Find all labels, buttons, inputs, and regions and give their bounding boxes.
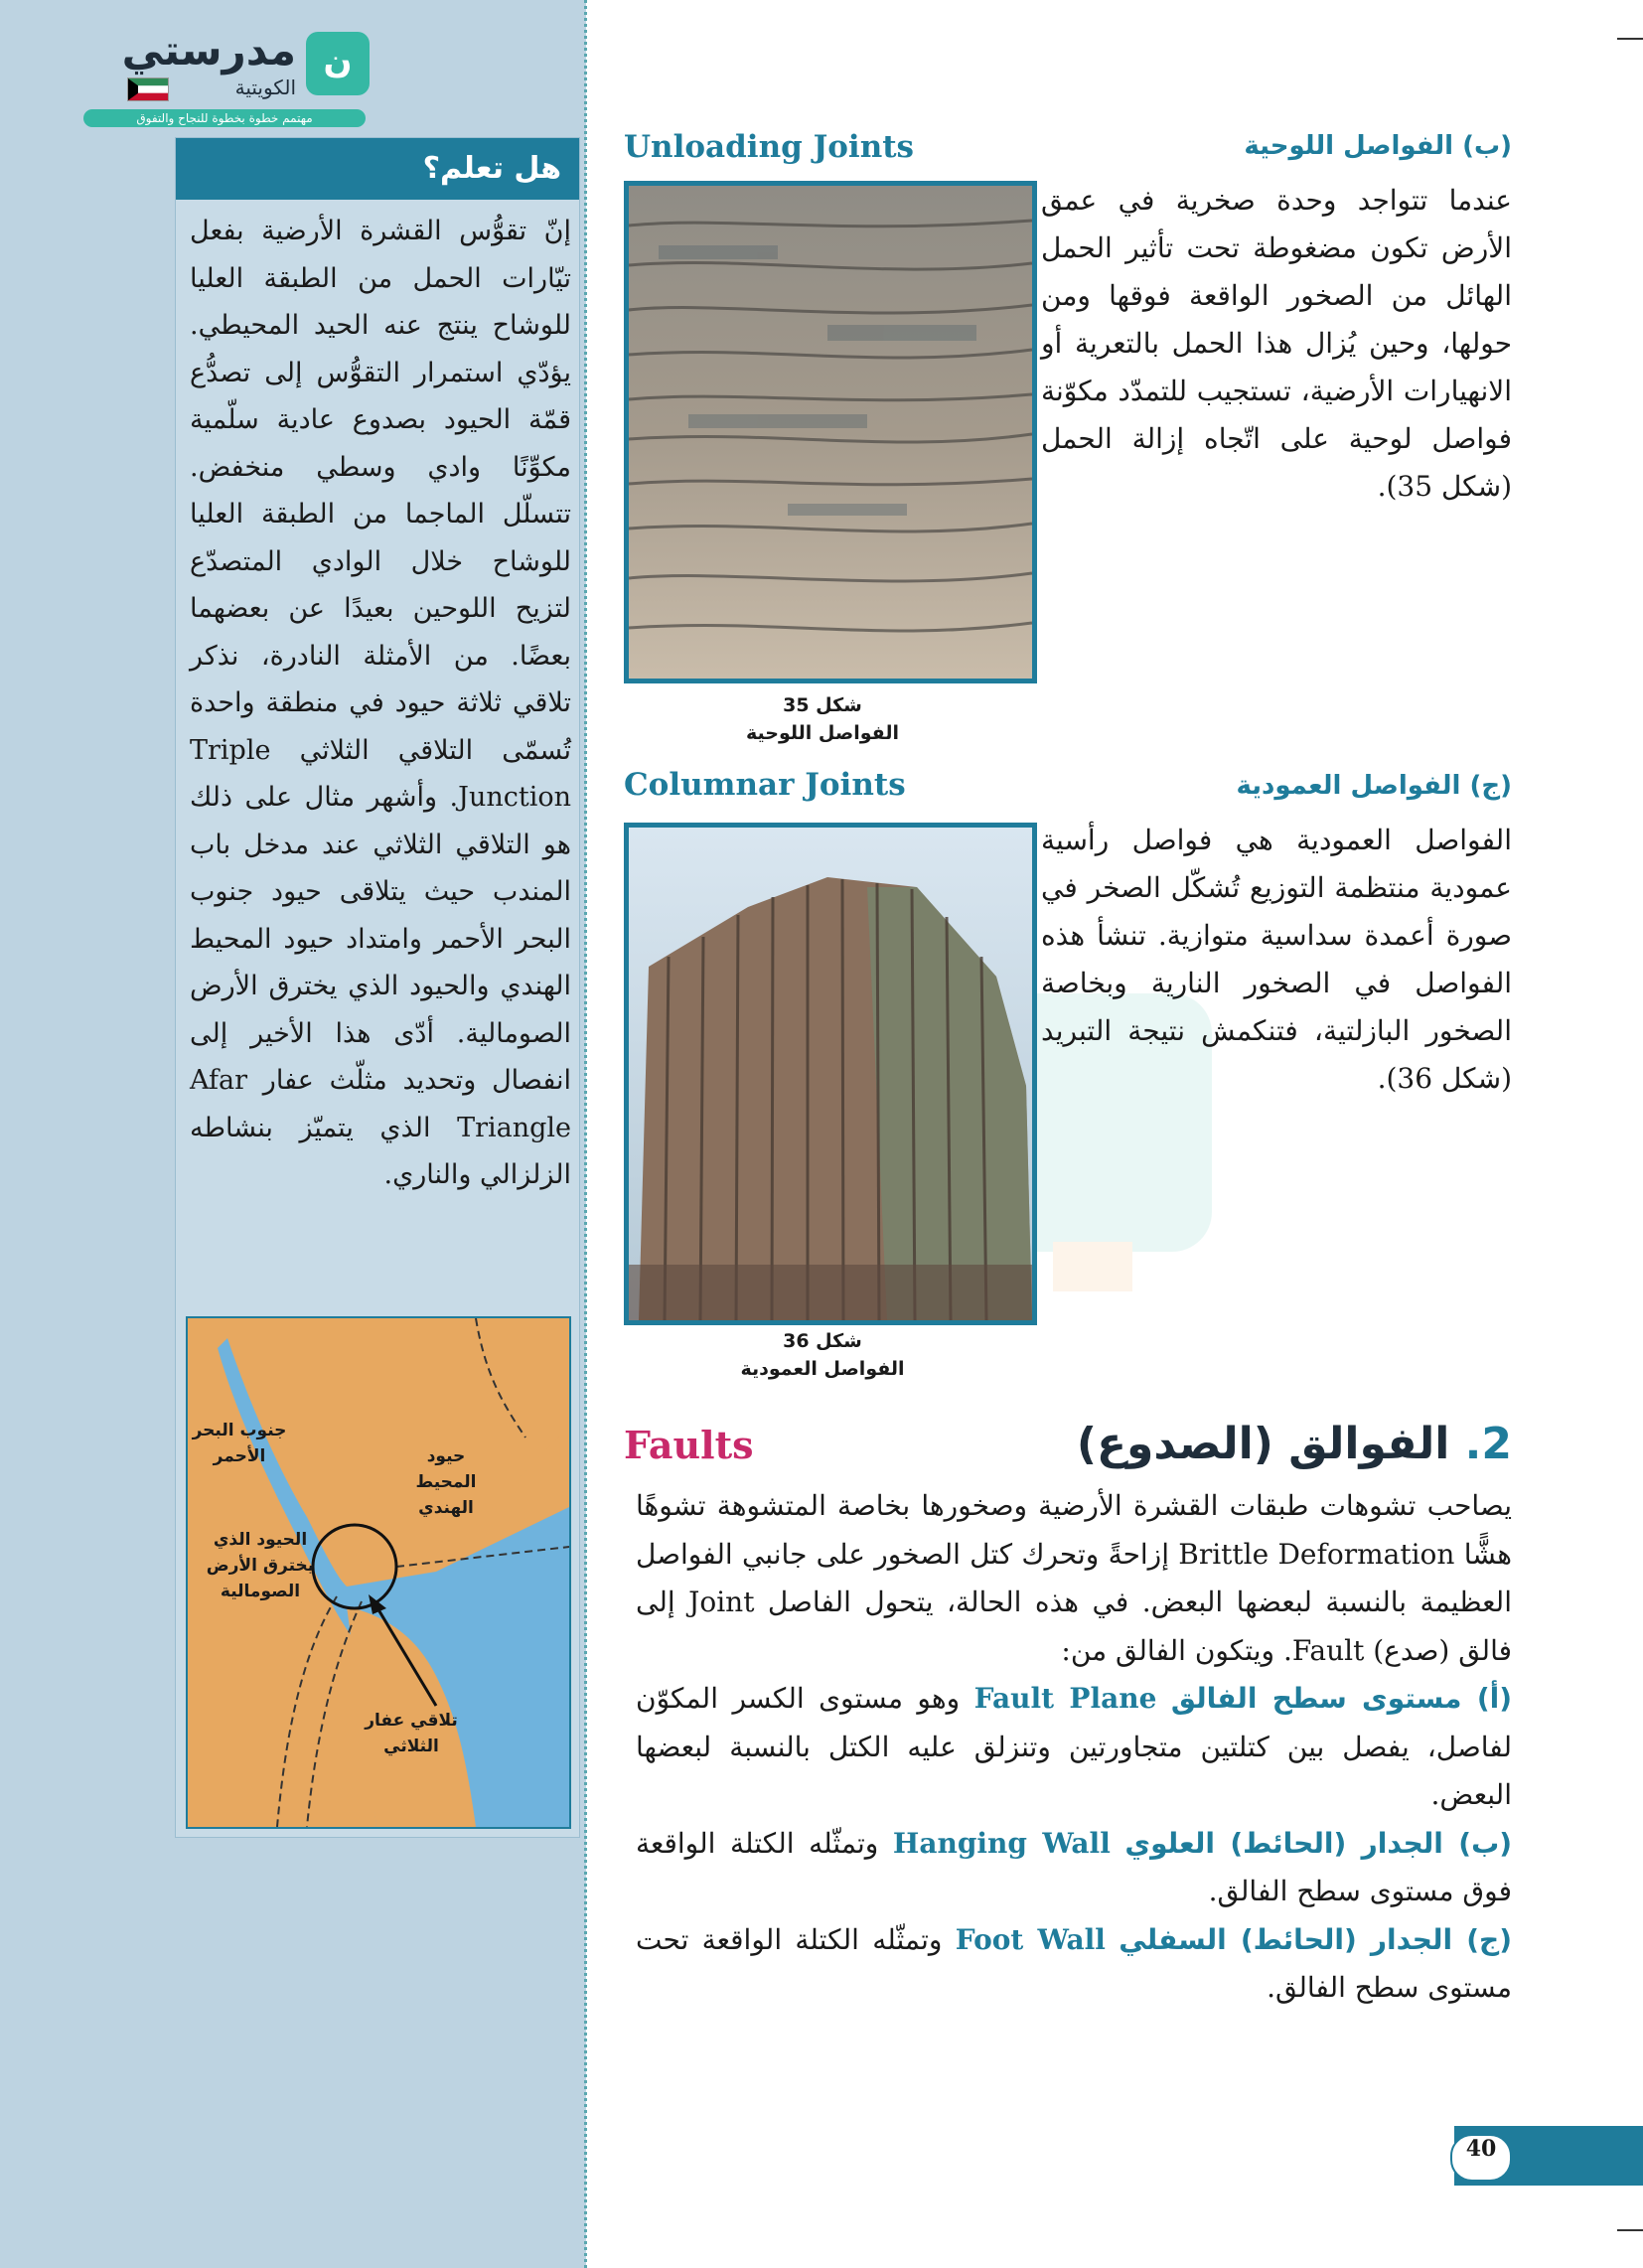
faults-number: 2. [1464,1419,1512,1469]
afar-map [186,1316,571,1829]
figure-36-title: الفواصل العمودية [740,1358,905,1380]
faults-title-ar [1077,1419,1512,1469]
fault-plane-text: وهو مستوى الكسر المكوّن لفاصل، يفصل بين كتلتين متجاورتين وتنزلق عليه الكتل بالنسبة لبعضها البعض. [636,1682,1512,1811]
faults-intro: يصاحب تشوهات طبقات القشرة الأرضية وصخورها بخاصة المتشوهة تشوهًا هشًّا Brittle Deformation إزاحةً وتحرك كتل الصخور على جانبي الفواصل العظيمة بالنسبة لبعضها البعض. في هذه الحالة، يتحول الفاصل Joint إلى فالق (صدع) Fault. ويتكون الفالق من: [636,1489,1512,1667]
figure-35-number: شكل 35 [783,694,862,716]
foot-wall-label: (ج) الجدار (الحائط) السفلي [1119,1922,1513,1956]
fault-plane-label: (أ) مستوى سطح الفالق [1170,1682,1513,1715]
columnar-text: الفواصل العمودية هي فواصل رأسية عمودية منتظمة التوزيع تُشكّل الصخر في صورة أعمدة سداسية متوازية. تنشأ هذه الفواصل في الصخور النارية وبخاصة الصخور البازلتية، فتنكمش نتيجة التبريد (شكل 36). [1041,824,1512,1095]
crop-mark [1617,38,1643,40]
map-label-indian-ridge: حيود المحيط الهندي [415,1446,477,1518]
unloading-heading-ar: (ب) الفواصل اللوحية [1244,131,1512,161]
faults-title-en: Faults [624,1423,754,1467]
brand-name: مدرستي [121,26,296,75]
kuwait-flag-icon [127,77,169,101]
page-number: 40 [1450,2134,1512,2182]
hanging-wall-label: (ب) الجدار (الحائط) العلوي [1124,1826,1512,1860]
did-you-know-title: هل تعلم؟ [176,138,579,200]
figure-36-caption [723,1327,922,1383]
hanging-wall-en: Hanging Wall [892,1826,1111,1860]
did-you-know-text: إنّ تقوُّس القشرة الأرضية بفعل تيّارات الحمل من الطبقة العليا للوشاح ينتج عنه الحيد المحيطي. يؤدّي استمرار التقوُّس إلى تصدُّع قمّة الحيود بصدوع عادية سلّمية مكوِّنًا وادي وسطي منخفض. تتسلّل الماجما من الطبقة العليا للوشاح خلال الوادي المتصدّع لتزيح اللوحين بعيدًا عن بعضهما بعضًا. من الأمثلة النادرة، نذكر تلاقي ثلاثة حيود في منطقة واحدة تُسمّى التلاقي الثلاثي Triple Junction. وأشهر مثال على ذلك هو التلاقي الثلاثي عند مدخل باب المندب حيث يتلاقى حيود جنوب البحر الأحمر وامتداد حيود المحيط الهندي والحيود الذي يخترق الأرض الصومالية. أدّى هذا الأخير إلى انفصال وتحديد مثلّث عفار Afar Triangle الذي يتميّز بنشاطه الزلزالي والناري. [190,216,571,1190]
columnar-heading-en: Columnar Joints [624,767,906,803]
figure-35-caption [723,691,922,747]
figure-36-photo [624,823,1037,1325]
figure-35-photo [624,181,1037,683]
map-label-afar-junction: تلاقي عفار الثلاثي [365,1711,458,1756]
brand-subtitle: الكويتية [234,76,296,99]
foot-wall-text: وتمثّله الكتلة الواقعة تحت مستوى سطح الفالق. [636,1922,1512,2004]
faults-title-text: الفوالق (الصدوع) [1076,1419,1450,1469]
fault-plane-en: Fault Plane [973,1682,1157,1715]
hanging-wall-text: وتمثّله الكتلة الواقعة فوق مستوى سطح الفالق. [636,1826,1512,1907]
map-label-red-sea: جنوب البحر الأحمر [192,1421,287,1466]
hanging-wall-item [636,1820,1512,1916]
map-label-somali-ridge: الحيود الذي يخترق الأرض الصومالية [206,1530,315,1601]
unloading-text: عندما تتواجد وحدة صخرية في عمق الأرض تكون مضغوطة تحت تأثير الحمل الهائل من الصخور الواقعة فوقها ومن حولها، وحين يُزال هذا الحمل بالتعرية أو الانهيارات الأرضية، تستجيب للتمدّد مكوّنة فواصل لوحية على اتّجاه إزالة الحمل (شكل 35). [1041,184,1512,503]
brand-badge-icon: ن [306,32,370,95]
crop-mark [1617,2229,1643,2231]
brand-logo [77,26,375,133]
unloading-heading-en: Unloading Joints [624,129,915,165]
brand-tagline: مهتمم خطوة بخطوة للنجاح والتفوق [83,109,366,127]
fault-plane-item [636,1675,1512,1820]
foot-wall-en: Foot Wall [955,1922,1106,1956]
figure-35-title: الفواصل اللوحية [746,722,899,744]
foot-wall-item [636,1916,1512,2013]
figure-36-number: شكل 36 [783,1330,862,1352]
columnar-heading-ar: (ج) الفواصل العمودية [1236,771,1512,801]
faults-body [636,1482,1512,2013]
